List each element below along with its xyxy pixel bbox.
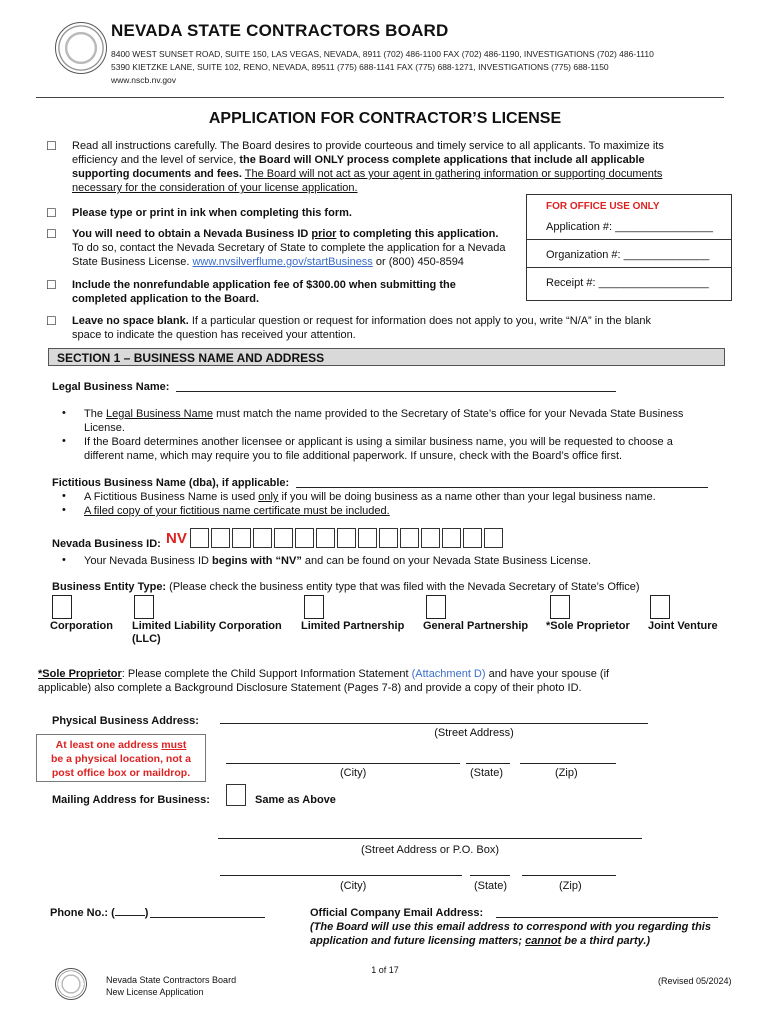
general-partnership-checkbox[interactable] [426,595,446,619]
address-line-reno: 5390 KIETZKE LANE, SUITE 102, RENO, NEVADA, 89511 (775) 688-1141 FAX (775) 688-1271, INVESTIGATIONS (775) 688-1150 [111,62,609,72]
same-as-above-label: Same as Above [255,794,336,806]
checkbox-icon: ☐ [46,139,57,153]
business-id-char-box[interactable] [463,528,482,548]
physical-zip-input[interactable] [520,763,616,764]
entity-type-label: Business Entity Type: (Please check the business entity type that was filed with the Nevada Secretary of State’s Office) [52,581,640,593]
address-line-las-vegas: 8400 WEST SUNSET ROAD, SUITE 150, LAS VEGAS, NEVADA, 8911 (702) 486-1100 FAX (702) 486-1190, INVESTIGATIONS (702) 486-1110 [111,49,654,59]
street-po-caption: (Street Address or P.O. Box) [361,844,499,856]
legal-name-input[interactable] [176,391,616,392]
dba-note-1: A Fictitious Business Name is used only if you will be doing business as a name other than your legal business name. [84,491,656,503]
organization-number-field: Organization #: ______________ [546,249,710,261]
instruction-2: Please type or print in ink when completing this form. [72,207,352,219]
email-note: (The Board will use this email address to correspond with you regarding this application and future licensing matters; cannot be a third party.) [310,921,711,947]
city-caption: (City) [340,767,367,779]
website-link[interactable]: www.nscb.nv.gov [111,75,177,85]
attachment-d-link[interactable]: (Attachment D) [411,668,486,680]
physical-city-input[interactable] [226,763,460,764]
physical-address-label: Physical Business Address: [52,715,199,727]
office-use-box [526,194,732,301]
business-id-char-box[interactable] [484,528,503,548]
email-label: Official Company Email Address: [310,907,484,919]
checkbox-icon: ☐ [46,314,57,328]
entity-corporation-label: Corporation [50,620,113,632]
business-id-char-box[interactable] [274,528,293,548]
business-id-char-box[interactable] [211,528,230,548]
business-id-char-box[interactable] [316,528,335,548]
business-id-char-box[interactable] [190,528,209,548]
state-caption: (State) [474,880,508,892]
business-id-prefix: NV [166,530,187,547]
physical-state-input[interactable] [466,763,510,764]
physical-street-input[interactable] [220,723,648,724]
instruction-5: Leave no space blank. If a particular question or request for information does not apply to you, write “N/A” in the blank space to indicate the question has received your attention. [72,315,652,341]
page-number: 1 of 17 [371,965,399,975]
application-number-field: Application #: ________________ [546,221,713,233]
business-id-char-box[interactable] [232,528,251,548]
business-id-char-box[interactable] [421,528,440,548]
mailing-street-input[interactable] [218,838,642,839]
business-id-label: Nevada Business ID: [52,538,161,550]
sole-proprietor-note: *Sole Proprietor: Please complete the Child Support Information Statement (Attachment D) and have your spouse (if applicable) also complete a Background Disclosure Statement (Pages 7-8) and provide a copy of their photo ID. [38,668,610,694]
zip-caption: (Zip) [559,880,582,892]
phone-input[interactable] [150,917,265,918]
checkbox-icon: ☐ [46,227,57,241]
dba-input[interactable] [296,487,708,488]
entity-general-partnership-label: General Partnership [423,620,529,632]
legal-name-note-1: The Legal Business Name must match the name provided to the Secretary of State’s office for your Nevada State Business License. [84,408,684,434]
same-as-above-checkbox[interactable] [226,784,246,806]
business-id-char-box[interactable] [379,528,398,548]
entity-limited-partnership-label: Limited Partnership [301,620,405,632]
mailing-address-label: Mailing Address for Business: [52,794,210,806]
zip-caption: (Zip) [555,767,578,779]
mailing-zip-input[interactable] [522,875,616,876]
dba-note-2: A filed copy of your fictitious name certificate must be included. [84,505,390,517]
page-title: APPLICATION FOR CONTRACTOR’S LICENSE [208,110,562,127]
business-id-char-box[interactable] [442,528,461,548]
checkbox-icon: ☐ [46,278,57,292]
silverflume-link[interactable]: www.nvsilverflume.gov/startBusiness [192,256,373,268]
address-requirement-note: At least one address must be a physical location, not a post office box or maildrop. [36,734,206,782]
llc-checkbox[interactable] [134,595,154,619]
state-seal-icon [55,22,107,74]
instruction-1: Read all instructions carefully. The Board desires to provide courteous and timely service to all applicants. To maximize its efficiency and the level of service, the Board will ONLY process complete applications that include all applicable supporting documents and fees. The Board will not act as your agent in gathering information or supporting documents necessary for the consideration of your license application. [72,140,664,194]
business-id-note: Your Nevada Business ID begins with “NV” and can be found on your Nevada State Business License. [84,555,592,567]
entity-sole-proprietor-label: *Sole Proprietor [546,620,630,632]
entity-joint-venture-label: Joint Venture [648,620,718,632]
instruction-3: You will need to obtain a Nevada Business ID prior to completing this application. To do so, contact the Nevada Secretary of State to complete the application for a Nevada State Business License. www.nvsilverflume.gov/startBusiness or (800) 450-8594 [72,228,506,268]
sole-proprietor-checkbox[interactable] [550,595,570,619]
business-id-char-box[interactable] [400,528,419,548]
entity-llc-label: Limited Liability Corporation (LLC) [132,620,282,645]
legal-name-label: Legal Business Name: [52,381,170,393]
instruction-4: Include the nonrefundable application fee of $300.00 when submitting the completed application to the Board. [72,279,456,305]
dba-label: Fictitious Business Name (dba), if applicable: [52,477,290,489]
business-id-char-box[interactable] [253,528,272,548]
state-caption: (State) [470,767,504,779]
receipt-number-field: Receipt #: __________________ [546,277,709,289]
legal-name-note-2: If the Board determines another licensee or applicant is using a similar business name, you will be requested to choose a different name, which may require you to file additional paperwork. If unsure, check with the Board’s office first. [84,436,673,462]
street-caption: (Street Address) [434,727,514,739]
business-id-char-box[interactable] [358,528,377,548]
email-input[interactable] [496,917,718,918]
joint-venture-checkbox[interactable] [650,595,670,619]
city-caption: (City) [340,880,367,892]
corporation-checkbox[interactable] [52,595,72,619]
board-title: NEVADA STATE CONTRACTORS BOARD [111,21,449,40]
checkbox-icon: ☐ [46,206,57,220]
section-1-header: SECTION 1 – BUSINESS NAME AND ADDRESS [48,348,725,366]
mailing-city-input[interactable] [220,875,462,876]
limited-partnership-checkbox[interactable] [304,595,324,619]
mailing-state-input[interactable] [470,875,510,876]
phone-label: Phone No.: ( ) [50,907,149,919]
business-id-char-box[interactable] [337,528,356,548]
revised-date: (Revised 05/2024) [658,976,732,986]
footer-org: Nevada State Contractors Board New License Application [106,975,237,997]
business-id-char-box[interactable] [295,528,314,548]
header-divider [36,97,724,98]
office-use-heading: FOR OFFICE USE ONLY [546,201,660,212]
